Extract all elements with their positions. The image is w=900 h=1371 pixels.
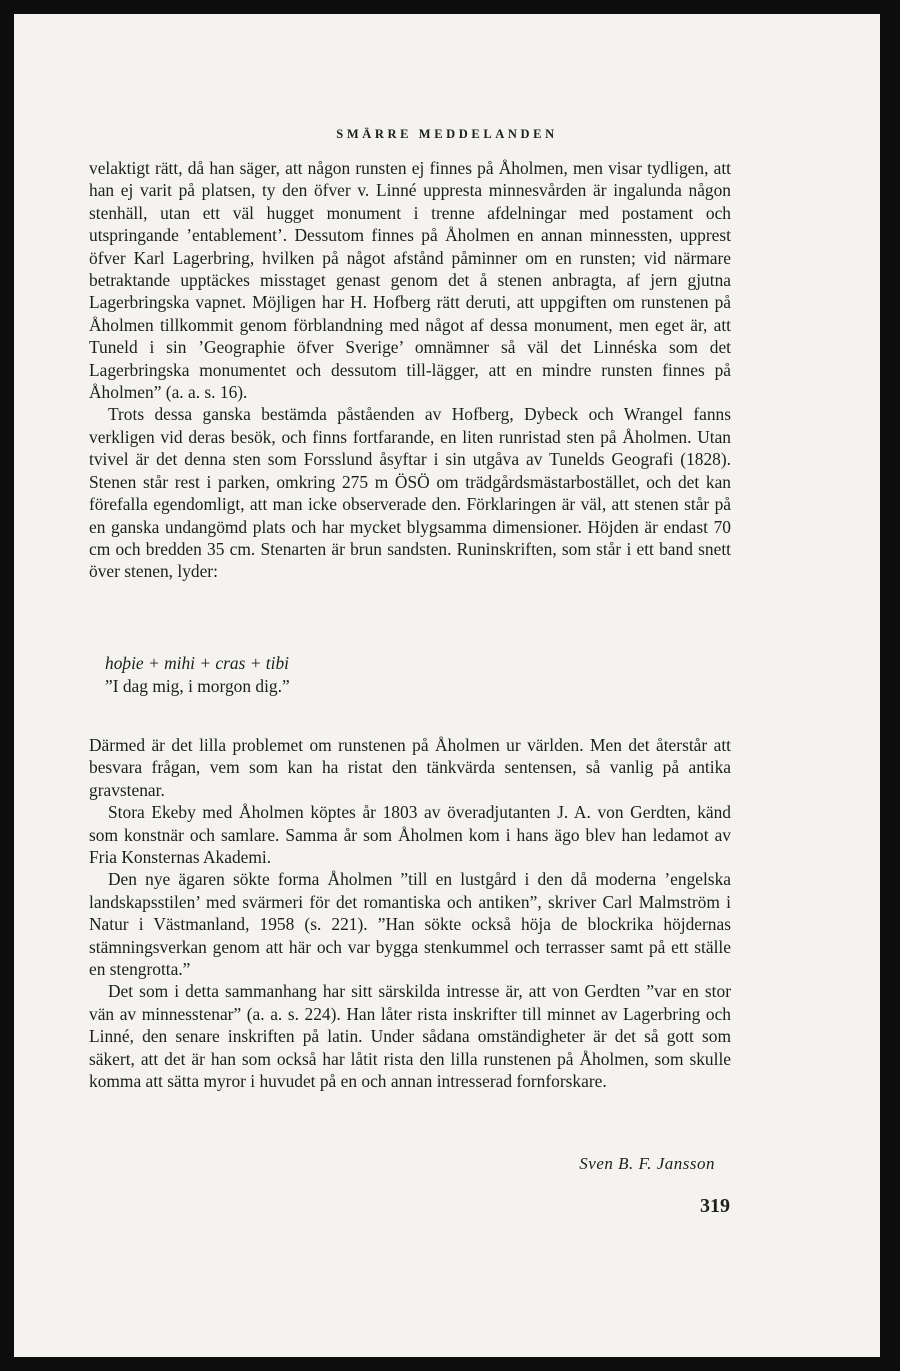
- paragraph: Därmed är det lilla problemet om runstenen på Åholmen ur världen. Men det återstår att besvara frågan, vem som kan ha ristat den tänkvärda sentensen, så vanlig på antika gravstenar.: [89, 735, 731, 800]
- paragraph: Stora Ekeby med Åholmen köptes år 1803 av överadjutanten J. A. von Gerdten, känd som konstnär och samlare. Samma år som Åholmen kom i hans ägo blev han ledamot av Fria Konsternas Akademi.: [89, 802, 731, 868]
- paragraph: Det som i detta sammanhang har sitt särskilda intresse är, att von Gerdten ”var en stor vän av minnesstenar” (a. a. s. 224). Han låter rista inskrifter till minnet av Lagerbring och Linné, den senare inskriften på latin. Under sådana omständigheter är det så gott som säkert, att det är han som också har låtit rista den lilla runstenen på Åholmen, som skulle komma att sätta myror i huvudet på en och annan intresserad fornforskare.: [89, 981, 731, 1092]
- author-signature: Sven B. F. Jansson: [579, 1154, 715, 1173]
- runic-inscription: [105, 652, 290, 698]
- page: [14, 14, 880, 1357]
- body-text-top: [89, 157, 731, 583]
- paragraph: Den nye ägaren sökte forma Åholmen ”till en lustgård i den då moderna ’engelska landskapsstilen’ med svärmeri för det romantiska och antiken”, skriver Carl Malmström i Natur i Västmanland, 1958 (s. 221). ”Han sökte också höja de blockrika höjdernas stämningsverkan genom att här och var bygga stenkummel och terrasser samt på ett ställe en stengrotta.”: [89, 869, 731, 980]
- paragraph: Trots dessa ganska bestämda påståenden av Hofberg, Dybeck och Wrangel fanns verkligen vid deras besök, och finns fortfarande, en liten runristad sten på Åholmen. Utan tvivel är det denna sten som Forsslund åsyftar i sin utgåva av Tunelds Geografi (1828). Stenen står rest i parken, omkring 275 m ÖSÖ om trädgårdsmästarbostället, och det kan förefalla egendomligt, att man icke observerade den. Förklaringen är väl, att stenen står på en ganska undangömd plats och har mycket blygsamma dimensioner. Höjden är endast 70 cm och bredden 35 cm. Stenarten är brun sandsten. Runinskriften, som står i ett band snett över stenen, lyder:: [89, 404, 731, 582]
- page-number: 319: [700, 1195, 730, 1217]
- running-header: SMÄRRE MEDDELANDEN: [336, 127, 558, 141]
- inscription-transliteration: hoþie + mihi + cras + tibi: [105, 653, 289, 673]
- body-text-bottom: [89, 734, 731, 1093]
- inscription-translation: ”I dag mig, i morgon dig.”: [105, 676, 290, 696]
- paragraph: velaktigt rätt, då han säger, att någon runsten ej finnes på Åholmen, men visar tydligen, att han ej varit på platsen, ty den öfver v. Linné uppresta minnesvården är ingalunda någon stenhäll, utan ett väl hugget monument i trenne afdelningar med postament och utspringande ’entablement’. Dessutom finnes på Åholmen en annan minnessten, upprest öfver Karl Lagerbring, hvilken på något afstånd påminner om en runsten; vid närmare betraktande upptäckes misstaget genast genom det å stenen anbragta, af jern gjutna Lagerbringska vapnet. Möjligen har H. Hofberg rätt deruti, att uppgiften om runstenen på Åholmen tillkommit genom förblandning med något af dessa monument, men eget är, att Tuneld i sin ’Geographie öfver Sverige’ omnämner så väl det Linnéska som det Lagerbringska monumentet och dessutom till-lägger, att en mindre runsten finnes på Åholmen” (a. a. s. 16).: [89, 158, 731, 403]
